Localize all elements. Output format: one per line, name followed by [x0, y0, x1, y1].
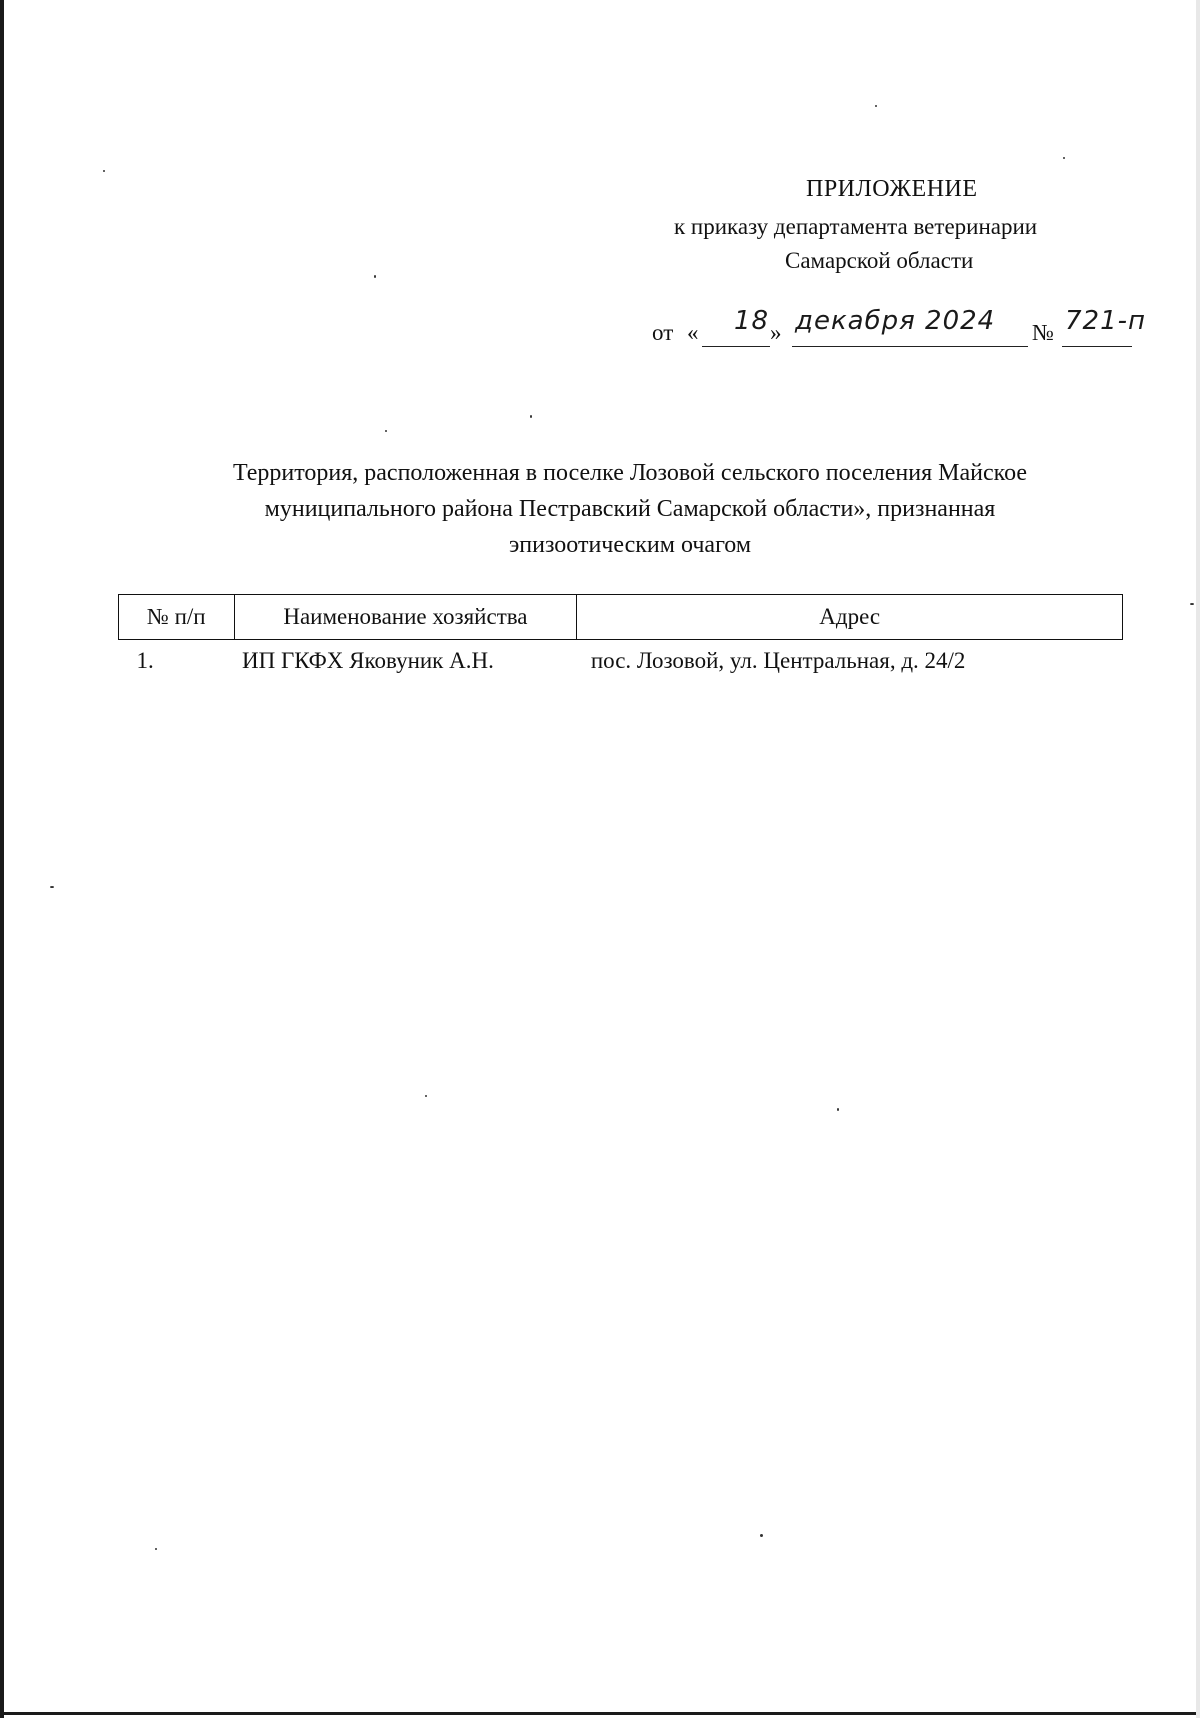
order-prefix: от: [652, 320, 674, 345]
row-address: пос. Лозовой, ул. Центральная, д. 24/2: [590, 648, 966, 673]
scan-speck: [530, 415, 532, 418]
scan-speck: [425, 1095, 427, 1097]
territory-heading-line: муниципального района Пестравский Самарской области», признанная: [264, 496, 996, 522]
table-row: [119, 640, 1123, 683]
scan-border-right: [1196, 0, 1200, 1718]
order-date-number-line: [652, 306, 1172, 356]
appendix-title: ПРИЛОЖЕНИЕ: [806, 176, 978, 202]
scan-speck: [1063, 157, 1065, 159]
appendix-region: Самарской области: [785, 248, 974, 273]
order-close-quote: »: [770, 320, 782, 345]
scan-speck: [103, 170, 105, 172]
scan-speck: [385, 430, 387, 432]
order-open-quote: «: [687, 320, 699, 345]
table-header-row: [119, 595, 1123, 640]
scan-border-bottom: [0, 1712, 1200, 1715]
column-header-address: Адрес: [577, 595, 1123, 640]
scan-border-left: [0, 0, 4, 1718]
scan-speck: [50, 886, 54, 888]
order-month-year-handwritten: декабря 2024: [795, 306, 996, 336]
order-number-handwritten: 721-п: [1065, 306, 1147, 336]
scan-speck: [374, 275, 376, 278]
order-day-underline: [702, 346, 770, 347]
row-farm-name: ИП ГКФХ Яковуник А.Н.: [242, 648, 494, 673]
scan-speck: [155, 1548, 157, 1550]
territory-heading-line: эпизоотическим очагом: [508, 532, 752, 558]
column-header-number: № п/п: [119, 595, 235, 640]
scan-speck: [760, 1534, 763, 1537]
order-day-handwritten: 18: [734, 306, 770, 336]
territory-heading: [130, 455, 1130, 563]
row-number: 1.: [136, 648, 154, 673]
scan-speck: [837, 1108, 839, 1111]
column-header-farm-name: Наименование хозяйства: [234, 595, 577, 640]
order-month-underline: [792, 346, 1028, 347]
order-number-underline: [1062, 346, 1132, 347]
farms-table: [118, 594, 1123, 682]
order-number-sign: №: [1032, 320, 1054, 345]
scan-speck: [875, 105, 877, 107]
appendix-order-reference: к приказу департамента ветеринарии: [674, 214, 1038, 239]
scan-speck: [1190, 603, 1194, 605]
territory-heading-line: Территория, расположенная в поселке Лозовой сельского поселения Майское: [232, 460, 1028, 486]
